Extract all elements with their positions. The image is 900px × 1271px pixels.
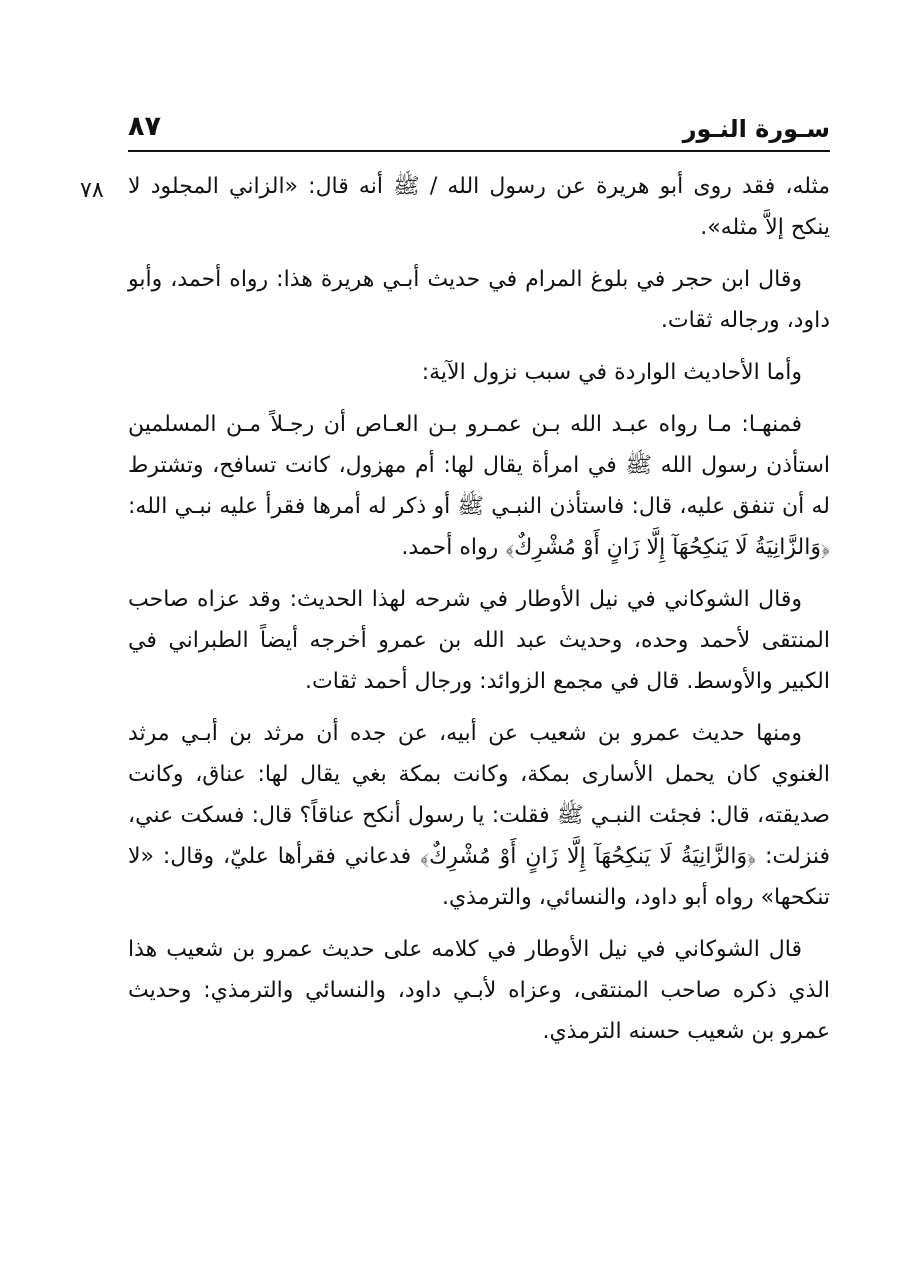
paragraph-4: فمنهـا: مـا رواه عبـد الله بـن عمـرو بـن العـاص أن رجـلاً مـن المسلمين استأذن رسول الله ﷺ في امرأة يقال لها: أم مهزول، كانت تسافح، وتشترط له أن تنفق عليه، قال: فاستأذن النبـي ﷺ أو ذكر له أمرها فقرأ عليه نبـي الله: ﴿وَالزَّانِيَةُ لَا يَنكِحُهَآ إِلَّا زَانٍ أَوْ مُشْرِكٌ﴾ رواه أحمد. xyxy=(128,412,830,560)
page-header xyxy=(128,104,830,150)
paragraph-6: ومنها حديث عمرو بن شعيب عن أبيه، عن جده أن مرثد بن أبـي مرثد الغنوي كان يحمل الأسارى بمكة، وكانت بمكة بغي يقال لها: عناق، وكانت صديقته، قال: فجئت النبـي ﷺ فقلت: يا رسول أنكح عناقاً؟ قال: فسكت عني، فنزلت: ﴿وَالزَّانِيَةُ لَا يَنكِحُهَآ إِلَّا زَانٍ أَوْ مُشْرِكٌ﴾ فدعاني فقرأها عليّ، وقال: «لا تنكحها» رواه أبو داود، والنسائي، والترمذي. xyxy=(128,721,830,910)
running-title: سـورة النـور xyxy=(682,115,830,143)
paragraph-5: وقال الشوكاني في نيل الأوطار في شرحه لهذا الحديث: وقد عزاه صاحب المنتقى لأحمد وحده، وحديث عبد الله بن عمرو أخرجه أيضاً الطبراني في الكبير والأوسط. قال في مجمع الزوائد: ورجال أحمد ثقات. xyxy=(128,587,830,694)
margin-page-marker: ٧٨ xyxy=(80,178,104,203)
page-number: ٨٧ xyxy=(128,111,161,142)
paragraph-2: وقال ابن حجر في بلوغ المرام في حديث أبـي هريرة هذا: رواه أحمد، وأبو داود، ورجاله ثقات. xyxy=(128,267,830,333)
page-body xyxy=(128,166,830,1063)
paragraph-7: قال الشوكاني في نيل الأوطار في كلامه على حديث عمرو بن شعيب هذا الذي ذكره صاحب المنتقى، وعزاه لأبـي داود، والنسائي والترمذي: وحديث عمرو بن شعيب حسنه الترمذي. xyxy=(128,937,830,1044)
header-divider xyxy=(128,150,830,152)
paragraph-1: مثله، فقد روى أبو هريرة عن رسول الله / ﷺ أنه قال: «الزاني المجلود لا ينكح إلاَّ مثله». xyxy=(128,174,830,240)
paragraph-3: وأما الأحاديث الواردة في سبب نزول الآية: xyxy=(421,360,802,385)
